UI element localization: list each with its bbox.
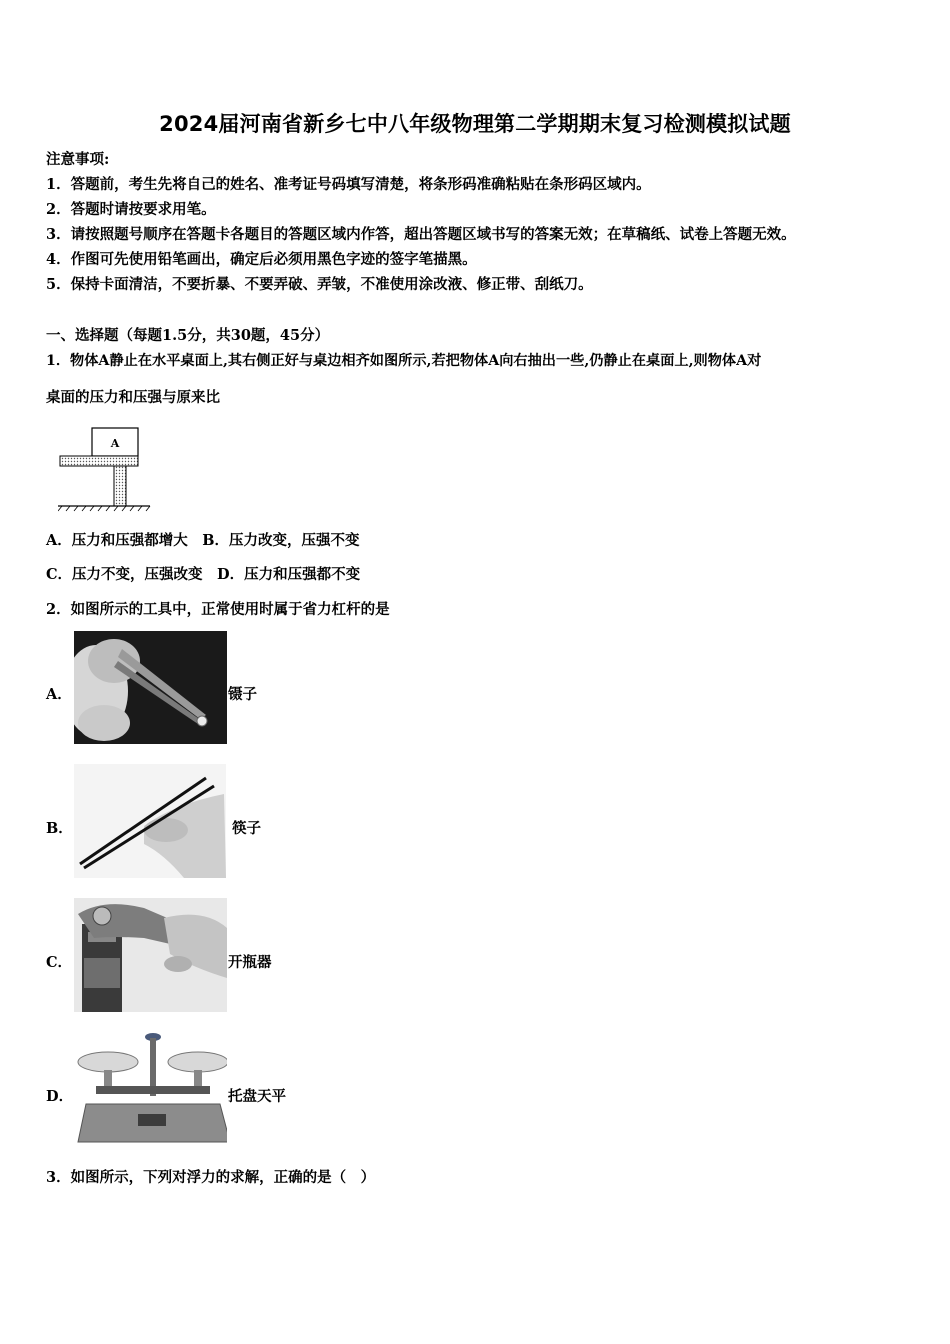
q1-options-row1: A．压力和压强都增大 B．压力改变，压强不变 (46, 532, 360, 549)
block-a-label: A (110, 437, 120, 450)
q2-stem: 2．如图所示的工具中，正常使用时属于省力杠杆的是 (46, 601, 390, 618)
chopsticks-photo (74, 764, 226, 878)
q3-stem: 3．如图所示，下列对浮力的求解，正确的是（ ） (46, 1169, 376, 1186)
notice-item-1: 1．答题前，考生先将自己的姓名、准考证号码填写清楚，将条形码准确粘贴在条形码区域内。 (46, 176, 651, 193)
exam-title: 2024届河南省新乡七中八年级物理第二学期期末复习检测模拟试题 (159, 112, 791, 136)
q2-option-b-label: B． (46, 820, 73, 837)
q1-stem-line1: 1．物体A静止在水平桌面上,其右侧正好与桌边相齐如图所示,若把物体A向右抽出一些,仍静止在桌面上,则物体A对 (46, 353, 762, 369)
q2-option-b-text: 筷子 (232, 820, 261, 837)
q2-option-a-label: A． (46, 686, 72, 703)
notice-heading: 注意事项: (46, 151, 110, 168)
notice-item-2: 2．答题时请按要求用笔。 (46, 201, 216, 218)
notice-item-5: 5．保持卡面清洁，不要折暴、不要弄破、弄皱，不准使用涂改液、修正带、刮纸刀。 (46, 276, 593, 293)
q2-option-c-text: 开瓶器 (228, 954, 272, 971)
q1-table-block-figure (58, 424, 154, 512)
notice-item-4: 4．作图可先使用铅笔画出，确定后必须用黑色字迹的签字笔描黑。 (46, 251, 477, 268)
tweezers-photo (74, 631, 227, 744)
q2-option-c-label: C． (46, 954, 73, 971)
balance-photo (74, 1030, 227, 1146)
q2-option-d-text: 托盘天平 (228, 1088, 286, 1105)
q2-option-d-label: D． (46, 1088, 74, 1105)
bottle-opener-photo (74, 898, 227, 1012)
q2-option-a-text: 镊子 (228, 686, 257, 703)
q1-options-row2: C．压力不变，压强改变 D．压力和压强都不变 (46, 566, 361, 583)
section-heading: 一、选择题（每题1.5分，共30题，45分） (46, 327, 330, 344)
q1-stem-line2: 桌面的压力和压强与原来比 (46, 389, 220, 406)
notice-item-3: 3．请按照题号顺序在答题卡各题目的答题区域内作答，超出答题区域书写的答案无效；在草稿纸、试卷上答题无效。 (46, 226, 796, 243)
